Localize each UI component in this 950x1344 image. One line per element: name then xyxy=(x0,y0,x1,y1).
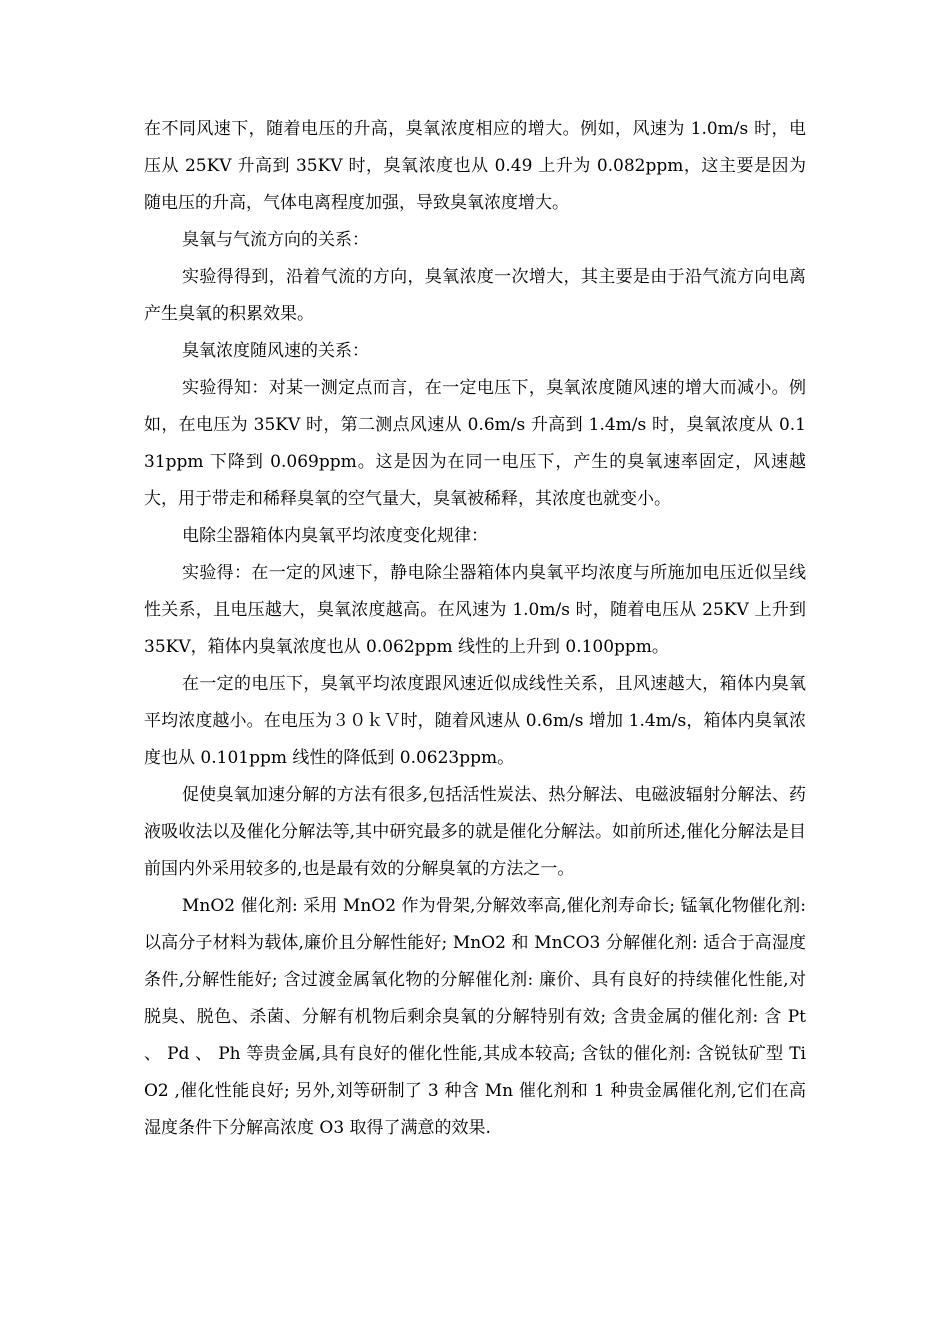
paragraph-1: 在不同风速下，随着电压的升高，臭氧浓度相应的增大。例如，风速为 1.0m/s 时，电压从 25KV 升高到 35KV 时，臭氧浓度也从 0.49 上升为 0.082ppm，这主要是因为随电压的升高，气体电离程度加强，导致臭氧浓度增大。 xyxy=(144,119,806,213)
paragraph-10: MnO2 催化剂: 采用 MnO2 作为骨架,分解效率高,催化剂寿命长; 锰氧化物催化剂: 以高分子材料为载体,廉价且分解性能好; MnO2 和 MnCO3 分解催化剂: 适合于高湿度条件,分解性能好; 含过渡金属氧化物的分解催化剂: 廉价、具有良好的持续催化性能,对脱臭、脱色、杀菌、分解有机物后剩余臭氧的分解特别有效; 含贵金属的催化剂: 含 Pt 、 Pd 、 Ph 等贵金属,具有良好的催化性能,其成本较高; 含钛的催化剂: 含锐钛矿型 TiO2 ,催化性能良好; 另外,刘等研制了 3 种含 Mn 催化剂和 1 种贵金属催化剂,它们在高湿度条件下分解高浓度 O3 取得了满意的效果. xyxy=(144,896,806,1138)
paragraph-4-heading: 臭氧浓度随风速的关系： xyxy=(182,341,369,361)
paragraph-3: 实验得得到，沿着气流的方向，臭氧浓度一次增大，其主要是由于沿气流方向电离产生臭氧的积累效果。 xyxy=(144,267,806,324)
paragraph-8: 在一定的电压下，臭氧平均浓度跟风速近似成线性关系，且风速越大，箱体内臭氧平均浓度越小。在电压为３０ｋＶ时，随着风速从 0.6m/s 增加 1.4m/s，箱体内臭氧浓度也从 0.101ppm 线性的降低到 0.0623ppm。 xyxy=(144,674,806,768)
paragraph-6-heading: 电除尘器箱体内臭氧平均浓度变化规律： xyxy=(182,526,488,546)
document-page xyxy=(144,111,806,1147)
paragraph-7: 实验得：在一定的风速下，静电除尘器箱体内臭氧平均浓度与所施加电压近似呈线性关系，且电压越大，臭氧浓度越高。在风速为 1.0m/s 时，随着电压从 25KV 上升到 35KV，箱体内臭氧浓度也从 0.062ppm 线性的上升到 0.100ppm。 xyxy=(144,563,806,657)
paragraph-9: 促使臭氧加速分解的方法有很多,包括活性炭法、热分解法、电磁波辐射分解法、药液吸收法以及催化分解法等,其中研究最多的就是催化分解法。如前所述,催化分解法是目前国内外采用较多的,也是最有效的分解臭氧的方法之一。 xyxy=(144,785,806,879)
paragraph-5: 实验得知：对某一测定点而言，在一定电压下，臭氧浓度随风速的增大而减小。例如，在电压为 35KV 时，第二测点风速从 0.6m/s 升高到 1.4m/s 时，臭氧浓度从 0.131ppm 下降到 0.069ppm。这是因为在同一电压下，产生的臭氧速率固定，风速越大，用于带走和稀释臭氧的空气量大，臭氧被稀释，其浓度也就变小。 xyxy=(144,378,806,509)
paragraph-2-heading: 臭氧与气流方向的关系： xyxy=(182,230,369,250)
